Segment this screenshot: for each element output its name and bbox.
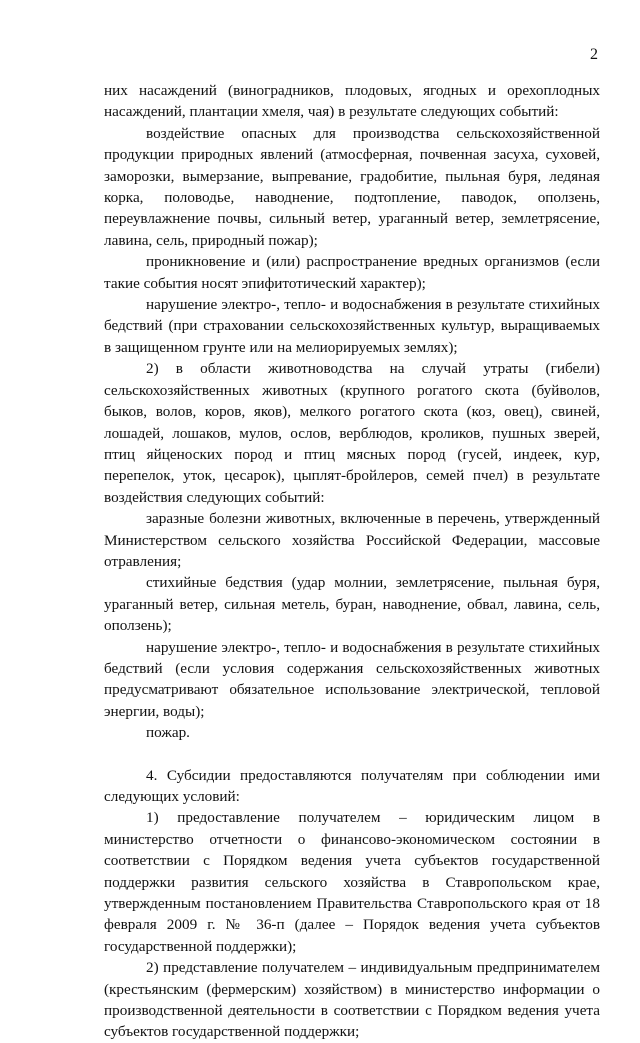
paragraph: них насаждений (виноградников, плодовых, ягодных и орехоплодных насаждений, плантации хмеля, чая) в результате следующих событий: xyxy=(104,82,600,121)
page-number: 2 xyxy=(590,46,598,63)
paragraph: стихийные бедствия (удар молнии, землетрясение, пыльная буря, ураганный ветер, сильная метель, буран, наводнение, обвал, лавина, сель, оползень); xyxy=(104,574,600,635)
paragraph: пожар. xyxy=(146,724,190,742)
paragraph: заразные болезни животных, включенные в перечень, утвержденный Министерством сельского хозяйства Российской Федерации, массовые отравления; xyxy=(104,510,600,570)
paragraph: нарушение электро-, тепло- и водоснабжения в результате стихийных бедствий (если условия содержания сельскохозяйственных животных предусматривают обязательное использование электрической, тепловой энергии, воды); xyxy=(104,638,600,720)
paragraph: 1) предоставление получателем – юридическим лицом в министерство отчетности о финансово-экономическом состоянии в соответствии с Порядком ведения учета субъектов государственной поддержки развития сельского хозяйства в Ставропольском крае, утвержденным постановлением Правительства Ставропольского края от 18 февраля 2009 г. № 36-п (далее – Порядок ведения учета субъектов государственной поддержки); xyxy=(104,809,600,955)
paragraph: воздействие опасных для производства сельскохозяйственной продукции природных явлений (атмосферная, почвенная засуха, суховей, заморозки, вымерзание, выпревание, градобитие, пыльная буря, ледяная корка, половодье, наводнение, подтопление, паводок, оползень, переувлажнение почвы, сильный ветер, ураганный ветер, землетрясение, лавина, сель, природный пожар); xyxy=(104,124,600,249)
paragraph: 2) в области животноводства на случай утраты (гибели) сельскохозяйственных животных (крупного рогатого скота (буйволов, быков, волов, коров, яков), мелкого рогатого скота (коз, овец), свиней, лошадей, лошаков, мулов, ослов, верблюдов, кроликов, пушных зверей, птиц яйценоских пород и птиц мясных пород (гусей, индеек, кур, перепелок, уток, цесарок), цыплят-бройлеров, семей пчел) в результате воздействия следующих событий: xyxy=(104,360,600,506)
paragraph: проникновение и (или) распространение вредных организмов (если такие события носят эпифитотический характер); xyxy=(104,253,600,292)
paragraph: 2) представление получателем – индивидуальным предпринимателем (крестьянским (фермерским) хозяйством) в министерство информации о производственной деятельности в соответствии с Порядком ведения учета субъектов государственной поддержки; xyxy=(104,959,600,1041)
paragraph: нарушение электро-, тепло- и водоснабжения в результате стихийных бедствий (при страховании сельскохозяйственных культур, выращиваемых в защищенном грунте или на мелиорируемых землях); xyxy=(104,296,600,356)
document-body xyxy=(104,80,600,1043)
section-heading-paragraph: 4. Субсидии предоставляются получателям при соблюдении ими следующих условий: xyxy=(104,766,600,805)
